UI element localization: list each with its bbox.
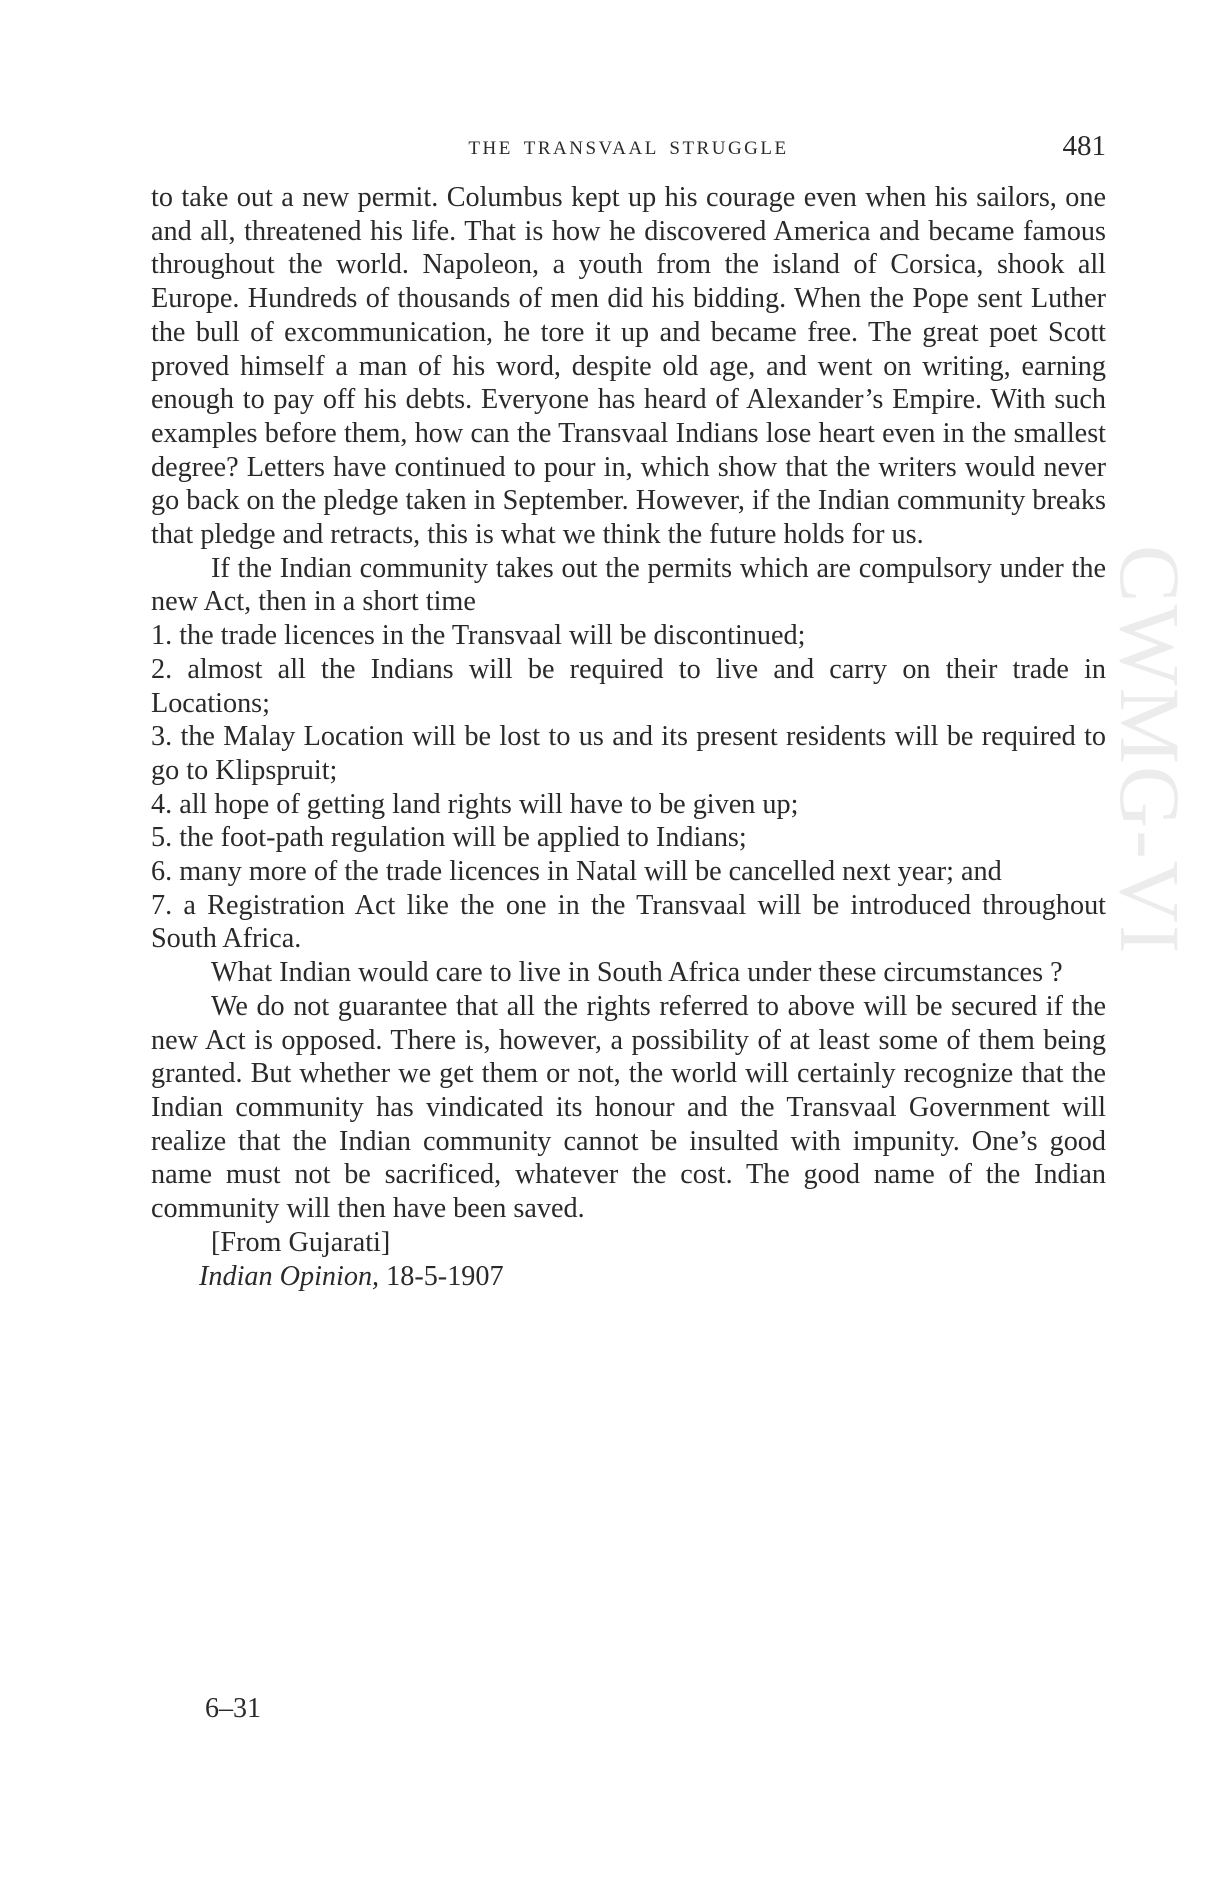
page-number: 481: [1062, 130, 1106, 162]
list-item: 4. all hope of getting land rights will have to be given up;: [151, 788, 799, 820]
paragraph-3: What Indian would care to live in South Africa under these circumstances ?: [211, 957, 1063, 989]
paragraph-1: to take out a new permit. Columbus kept up his courage even when his sailors, one and all, threatened his life. That is how he discovered America and became famous throughout the world. Napoleon, a youth from the island of Corsica, shook all Europe. Hundreds of thousands of men did his bidding. When the Pope sent Luther the bull of excommunication, he tore it up and became free. The great poet Scott proved himself a man of his word, despite old age, and went on writing, earning enough to pay off his debts. Everyone has heard of Alexander’s Empire. With such examples before them, how can the Transvaal Indians lose heart even in the smallest degree? Letters have continued to pour in, which show that the writers would never go back on the pledge taken in September. However, if the Indian community breaks that pledge and retracts, this is what we think the future holds for us.: [151, 182, 1106, 551]
paragraph-4: We do not guarantee that all the rights referred to above will be secured if the new Act is opposed. There is, however, a possibility of at least some of them being granted. But whether we get them or not, the world will certainly recognize that the Indian community has vindicated its honour and the Transvaal Government will realize that the Indian community cannot be insulted with impunity. One’s good name must not be sacrificed, whatever the cost. The good name of the Indian community will then have been saved.: [151, 990, 1106, 1225]
running-title: THE TRANSVAAL STRUGGLE: [468, 138, 789, 159]
list-item: 7. a Registration Act like the one in the Transvaal will be introduced throughout South Africa.: [151, 889, 1106, 955]
body-text: [151, 181, 1106, 1293]
watermark: [1102, 545, 1198, 1345]
list-item: 5. the foot-path regulation will be applied to Indians;: [151, 822, 747, 854]
citation-title: Indian Opinion,: [199, 1260, 380, 1292]
list-item: 6. many more of the trade licences in Natal will be cancelled next year; and: [151, 856, 1002, 888]
list-item: 2. almost all the Indians will be required to live and carry on their trade in Locations;: [151, 653, 1106, 719]
citation: [151, 1260, 1106, 1294]
folio: 6–31: [205, 1693, 261, 1724]
list-item: 3. the Malay Location will be lost to us and its present residents will be required to go to Klipspruit;: [151, 721, 1106, 786]
paragraph-2: If the Indian community takes out the permits which are compulsory under the new Act, then in a short time: [151, 552, 1106, 618]
citation-date: 18-5-1907: [379, 1260, 504, 1292]
running-head: [151, 130, 1106, 170]
source-note: [From Gujarati]: [211, 1226, 391, 1258]
list-item: 1. the trade licences in the Transvaal will be discontinued;: [151, 620, 806, 652]
watermark-text: CWMG-VI: [1102, 545, 1198, 956]
